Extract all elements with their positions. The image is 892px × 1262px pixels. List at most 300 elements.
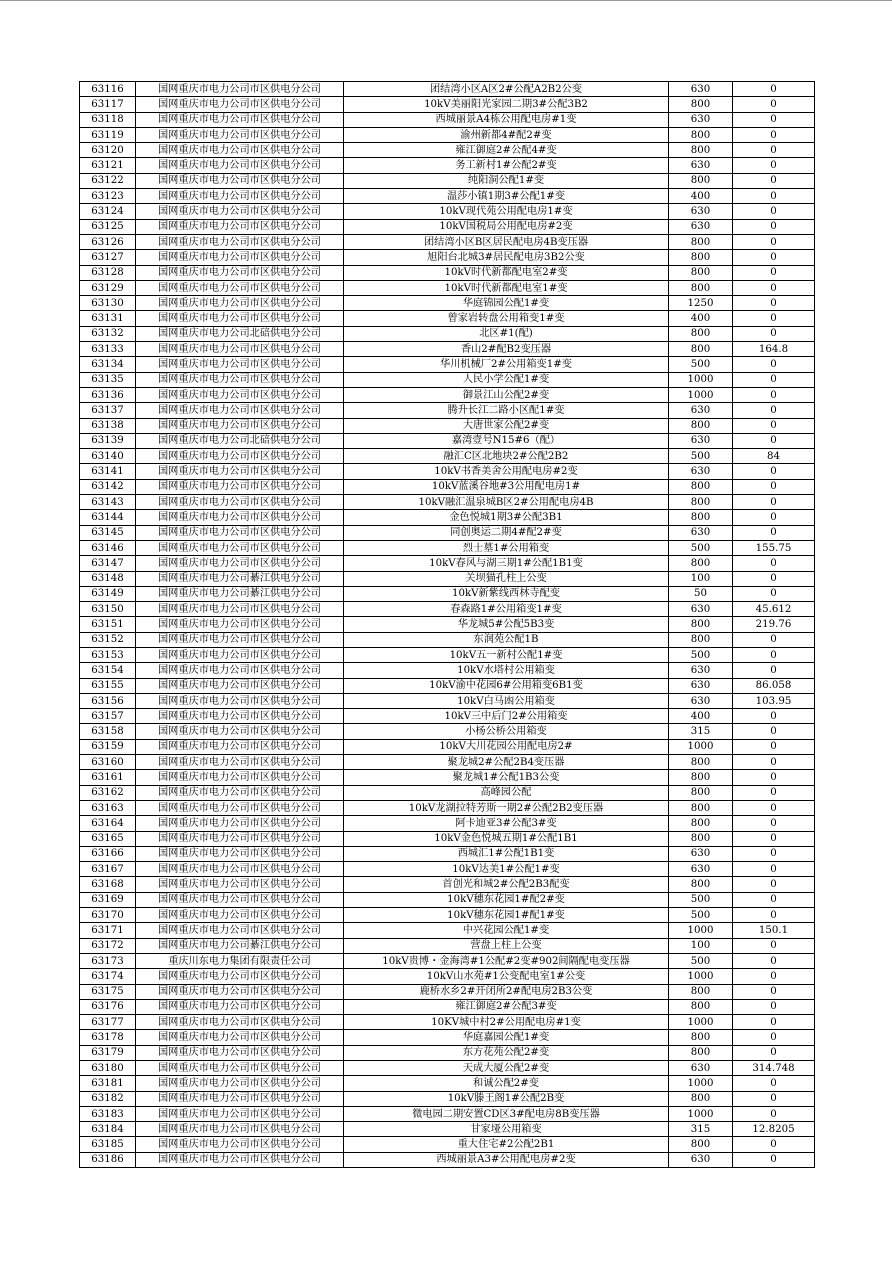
cell-id: 63162 [80,785,136,800]
cell-transformer-name: 金色悦城1期3#公配3B1 [344,510,669,525]
table-row [80,234,815,249]
table-row [80,97,815,112]
cell-capacity: 800 [669,342,733,357]
cell-id: 63166 [80,846,136,861]
cell-value: 0 [733,510,815,525]
table-body [80,82,815,1168]
cell-id: 63176 [80,999,136,1014]
cell-id: 63147 [80,556,136,571]
cell-id: 63161 [80,770,136,785]
cell-value: 0 [733,280,815,295]
cell-capacity: 1000 [669,1076,733,1091]
cell-value: 0 [733,372,815,387]
cell-company: 国网重庆市电力公司市区供电分公司 [136,969,344,984]
cell-value: 12.8205 [733,1122,815,1137]
cell-id: 63132 [80,326,136,341]
cell-company: 国网重庆市电力公司綦江供电分公司 [136,571,344,586]
cell-company: 重庆川东电力集团有限责任公司 [136,953,344,968]
cell-transformer-name: 融汇C区北地块2#公配2B2 [344,449,669,464]
cell-capacity: 630 [669,219,733,234]
cell-id: 63126 [80,234,136,249]
data-table [79,81,815,1168]
cell-id: 63123 [80,189,136,204]
table-row [80,372,815,387]
cell-capacity: 800 [669,1091,733,1106]
cell-id: 63153 [80,647,136,662]
cell-transformer-name: 10kV三中后门2#公用箱变 [344,709,669,724]
cell-value: 0 [733,495,815,510]
cell-company: 国网重庆市电力公司市区供电分公司 [136,1152,344,1167]
cell-capacity: 500 [669,953,733,968]
cell-value: 0 [733,204,815,219]
cell-transformer-name: 香山2#配B2变压器 [344,342,669,357]
cell-capacity: 500 [669,908,733,923]
cell-value: 0 [733,357,815,372]
cell-value: 0 [733,265,815,280]
cell-id: 63137 [80,403,136,418]
cell-id: 63184 [80,1122,136,1137]
cell-id: 63168 [80,877,136,892]
cell-id: 63158 [80,724,136,739]
cell-transformer-name: 同创奥运二期4#配2#变 [344,525,669,540]
cell-capacity: 800 [669,999,733,1014]
cell-value: 0 [733,112,815,127]
cell-company: 国网重庆市电力公司市区供电分公司 [136,632,344,647]
cell-id: 63165 [80,831,136,846]
table-row [80,1152,815,1167]
cell-transformer-name: 10kV龙湖拉特芳斯一期2#公配2B2变压器 [344,800,669,815]
table-row [80,1122,815,1137]
cell-capacity: 630 [669,678,733,693]
cell-value: 0 [733,234,815,249]
table-row [80,82,815,97]
cell-id: 63174 [80,969,136,984]
cell-capacity: 500 [669,357,733,372]
cell-id: 63124 [80,204,136,219]
cell-id: 63144 [80,510,136,525]
cell-transformer-name: 天成大厦公配2#变 [344,1061,669,1076]
cell-company: 国网重庆市电力公司市区供电分公司 [136,816,344,831]
cell-company: 国网重庆市电力公司市区供电分公司 [136,265,344,280]
cell-capacity: 1000 [669,969,733,984]
cell-transformer-name: 华庭嘉园公配1#变 [344,1030,669,1045]
cell-transformer-name: 温莎小镇1期3#公配1#变 [344,189,669,204]
cell-company: 国网重庆市电力公司市区供电分公司 [136,862,344,877]
cell-value: 0 [733,1152,815,1167]
cell-transformer-name: 首创光和城2#公配2B3配变 [344,877,669,892]
cell-company: 国网重庆市电力公司北碚供电分公司 [136,433,344,448]
cell-capacity: 400 [669,709,733,724]
table-row [80,127,815,142]
cell-id: 63122 [80,173,136,188]
cell-company: 国网重庆市电力公司綦江供电分公司 [136,586,344,601]
cell-id: 63140 [80,449,136,464]
cell-value: 0 [733,908,815,923]
table-row [80,1061,815,1076]
table-row [80,495,815,510]
cell-id: 63149 [80,586,136,601]
table-row [80,510,815,525]
cell-transformer-name: 东方花苑公配2#变 [344,1045,669,1060]
cell-capacity: 800 [669,326,733,341]
cell-company: 国网重庆市电力公司市区供电分公司 [136,143,344,158]
cell-capacity: 400 [669,189,733,204]
cell-capacity: 630 [669,464,733,479]
table-row [80,678,815,693]
cell-value: 0 [733,663,815,678]
cell-capacity: 630 [669,1152,733,1167]
table-row [80,877,815,892]
cell-capacity: 630 [669,525,733,540]
cell-capacity: 800 [669,800,733,815]
cell-transformer-name: 聚龙城2#公配2B4变压器 [344,755,669,770]
cell-id: 63171 [80,923,136,938]
cell-capacity: 500 [669,540,733,555]
cell-company: 国网重庆市电力公司市区供电分公司 [136,770,344,785]
cell-id: 63136 [80,387,136,402]
cell-transformer-name: 腾升长江二路小区配1#变 [344,403,669,418]
cell-capacity: 1000 [669,923,733,938]
cell-value: 0 [733,479,815,494]
cell-value: 0 [733,846,815,861]
cell-transformer-name: 务工新村1#公配2#变 [344,158,669,173]
cell-company: 国网重庆市电力公司市区供电分公司 [136,250,344,265]
cell-transformer-name: 人民小学公配1#变 [344,372,669,387]
table-row [80,342,815,357]
cell-capacity: 630 [669,158,733,173]
cell-capacity: 100 [669,571,733,586]
cell-value: 0 [733,938,815,953]
cell-value: 0 [733,219,815,234]
cell-capacity: 800 [669,632,733,647]
table-row [80,1030,815,1045]
cell-company: 国网重庆市电力公司市区供电分公司 [136,709,344,724]
cell-value: 0 [733,326,815,341]
cell-transformer-name: 中兴花园公配1#变 [344,923,669,938]
table-row [80,143,815,158]
cell-transformer-name: 10kV金色悦城五期1#公配1B1 [344,831,669,846]
cell-capacity: 800 [669,816,733,831]
cell-value: 86.058 [733,678,815,693]
cell-id: 63143 [80,495,136,510]
table-row [80,403,815,418]
cell-id: 63186 [80,1152,136,1167]
cell-company: 国网重庆市电力公司市区供电分公司 [136,464,344,479]
cell-capacity: 800 [669,1045,733,1060]
table-row [80,693,815,708]
cell-value: 0 [733,1137,815,1152]
cell-company: 国网重庆市电力公司北碚供电分公司 [136,326,344,341]
cell-transformer-name: 大唐世家公配2#变 [344,418,669,433]
cell-company: 国网重庆市电力公司市区供电分公司 [136,663,344,678]
table-row [80,1076,815,1091]
cell-value: 0 [733,250,815,265]
cell-capacity: 800 [669,556,733,571]
table-row [80,984,815,999]
cell-capacity: 1000 [669,372,733,387]
cell-id: 63156 [80,693,136,708]
table-row [80,586,815,601]
cell-value: 103.95 [733,693,815,708]
cell-id: 63121 [80,158,136,173]
cell-value: 0 [733,755,815,770]
cell-value: 0 [733,525,815,540]
cell-id: 63127 [80,250,136,265]
table-row [80,663,815,678]
cell-transformer-name: 烈士墓1#公用箱变 [344,540,669,555]
cell-company: 国网重庆市电力公司市区供电分公司 [136,984,344,999]
cell-id: 63181 [80,1076,136,1091]
cell-company: 国网重庆市电力公司市区供电分公司 [136,495,344,510]
cell-capacity: 500 [669,892,733,907]
cell-capacity: 1000 [669,387,733,402]
cell-value: 0 [733,143,815,158]
cell-transformer-name: 旭阳台北城3#居民配电房3B2公变 [344,250,669,265]
table-row [80,387,815,402]
cell-company: 国网重庆市电力公司市区供电分公司 [136,158,344,173]
cell-company: 国网重庆市电力公司市区供电分公司 [136,846,344,861]
cell-transformer-name: 雍江御庭2#公配4#变 [344,143,669,158]
cell-value: 150.1 [733,923,815,938]
cell-value: 0 [733,1045,815,1060]
cell-id: 63175 [80,984,136,999]
cell-company: 国网重庆市电力公司市区供电分公司 [136,831,344,846]
cell-transformer-name: 纯阳洞公配1#变 [344,173,669,188]
cell-company: 国网重庆市电力公司市区供电分公司 [136,908,344,923]
cell-company: 国网重庆市电力公司市区供电分公司 [136,357,344,372]
cell-company: 国网重庆市电力公司市区供电分公司 [136,785,344,800]
cell-company: 国网重庆市电力公司市区供电分公司 [136,923,344,938]
cell-id: 63154 [80,663,136,678]
cell-transformer-name: 团结湾小区A区2#公配A2B2公变 [344,82,669,97]
cell-capacity: 1000 [669,1015,733,1030]
cell-transformer-name: 营盘上柱上公变 [344,938,669,953]
cell-transformer-name: 10kV白马凼公用箱变 [344,693,669,708]
table-row [80,571,815,586]
cell-company: 国网重庆市电力公司市区供电分公司 [136,342,344,357]
cell-transformer-name: 雍江御庭2#公配3#变 [344,999,669,1014]
cell-capacity: 800 [669,1137,733,1152]
cell-capacity: 630 [669,862,733,877]
cell-company: 国网重庆市电力公司市区供电分公司 [136,602,344,617]
cell-company: 国网重庆市电力公司市区供电分公司 [136,1091,344,1106]
table-row [80,1106,815,1121]
cell-company: 国网重庆市电力公司市区供电分公司 [136,127,344,142]
cell-value: 0 [733,770,815,785]
cell-value: 0 [733,647,815,662]
cell-transformer-name: 聚龙城1#公配1B3公变 [344,770,669,785]
cell-id: 63139 [80,433,136,448]
cell-id: 63119 [80,127,136,142]
table-row [80,479,815,494]
cell-company: 国网重庆市电力公司市区供电分公司 [136,418,344,433]
cell-id: 63160 [80,755,136,770]
table-row [80,969,815,984]
cell-transformer-name: 华川机械厂2#公用箱变1#变 [344,357,669,372]
table-row [80,158,815,173]
cell-id: 63120 [80,143,136,158]
cell-id: 63130 [80,296,136,311]
cell-capacity: 800 [669,1030,733,1045]
cell-value: 0 [733,892,815,907]
cell-capacity: 630 [669,602,733,617]
table-row [80,770,815,785]
table-row [80,449,815,464]
cell-id: 63164 [80,816,136,831]
cell-value: 0 [733,862,815,877]
cell-id: 63146 [80,540,136,555]
cell-capacity: 315 [669,724,733,739]
cell-transformer-name: 微电园二期安置CD区3#配电房8B变压器 [344,1106,669,1121]
cell-value: 0 [733,984,815,999]
cell-id: 63178 [80,1030,136,1045]
cell-capacity: 800 [669,770,733,785]
cell-transformer-name: 10kV融汇温泉城B区2#公用配电房4B [344,495,669,510]
cell-transformer-name: 团结湾小区B区居民配电房4B变压器 [344,234,669,249]
cell-capacity: 100 [669,938,733,953]
cell-transformer-name: 10kV大川花园公用配电房2# [344,739,669,754]
cell-company: 国网重庆市电力公司市区供电分公司 [136,449,344,464]
cell-capacity: 630 [669,82,733,97]
cell-transformer-name: 10kV渝中花园6#公用箱变6B1变 [344,678,669,693]
cell-company: 国网重庆市电力公司市区供电分公司 [136,1122,344,1137]
table-row [80,724,815,739]
cell-value: 0 [733,724,815,739]
cell-id: 63163 [80,800,136,815]
cell-id: 63128 [80,265,136,280]
cell-capacity: 800 [669,127,733,142]
cell-company: 国网重庆市电力公司市区供电分公司 [136,724,344,739]
cell-id: 63150 [80,602,136,617]
cell-id: 63117 [80,97,136,112]
cell-capacity: 800 [669,877,733,892]
table-row [80,908,815,923]
table-row [80,862,815,877]
cell-company: 国网重庆市电力公司市区供电分公司 [136,112,344,127]
cell-capacity: 800 [669,234,733,249]
cell-id: 63172 [80,938,136,953]
cell-capacity: 1250 [669,296,733,311]
cell-id: 63148 [80,571,136,586]
table-row [80,709,815,724]
cell-company: 国网重庆市电力公司市区供电分公司 [136,1076,344,1091]
cell-id: 63179 [80,1045,136,1060]
cell-capacity: 800 [669,250,733,265]
cell-id: 63134 [80,357,136,372]
cell-transformer-name: 阿卡迪亚3#公配3#变 [344,816,669,831]
cell-value: 0 [733,739,815,754]
cell-transformer-name: 10kV时代新都配电室2#变 [344,265,669,280]
cell-value: 84 [733,449,815,464]
cell-transformer-name: 10kV五一新村公配1#变 [344,647,669,662]
cell-value: 0 [733,1076,815,1091]
cell-capacity: 630 [669,403,733,418]
table-row [80,296,815,311]
cell-id: 63116 [80,82,136,97]
cell-value: 0 [733,877,815,892]
cell-id: 63142 [80,479,136,494]
cell-id: 63131 [80,311,136,326]
table-row [80,816,815,831]
table-row [80,418,815,433]
table-row [80,785,815,800]
cell-value: 0 [733,82,815,97]
cell-transformer-name: 御景江山公配2#变 [344,387,669,402]
cell-value: 0 [733,127,815,142]
cell-company: 国网重庆市电力公司市区供电分公司 [136,556,344,571]
cell-transformer-name: 10kV滕王阁1#公配2B变 [344,1091,669,1106]
cell-transformer-name: 华龙城5#公配5B3变 [344,617,669,632]
cell-value: 0 [733,953,815,968]
cell-transformer-name: 关坝猫孔柱上公变 [344,571,669,586]
table-row [80,1045,815,1060]
cell-capacity: 800 [669,785,733,800]
cell-transformer-name: 10kV书香美舍公用配电房#2变 [344,464,669,479]
cell-transformer-name: 10kV时代新都配电室1#变 [344,280,669,295]
cell-capacity: 315 [669,1122,733,1137]
table-row [80,647,815,662]
table-row [80,892,815,907]
cell-capacity: 800 [669,143,733,158]
cell-transformer-name: 嘉湾壹号N15#6（配） [344,433,669,448]
table-row [80,189,815,204]
cell-company: 国网重庆市电力公司市区供电分公司 [136,219,344,234]
cell-transformer-name: 春森路1#公用箱变1#变 [344,602,669,617]
cell-company: 国网重庆市电力公司市区供电分公司 [136,647,344,662]
cell-id: 63135 [80,372,136,387]
cell-id: 63155 [80,678,136,693]
table-row [80,250,815,265]
cell-value: 0 [733,158,815,173]
cell-id: 63180 [80,1061,136,1076]
cell-company: 国网重庆市电力公司市区供电分公司 [136,372,344,387]
cell-value: 0 [733,189,815,204]
cell-transformer-name: 10kV现代苑公用配电房1#变 [344,204,669,219]
cell-value: 0 [733,816,815,831]
cell-company: 国网重庆市电力公司市区供电分公司 [136,877,344,892]
cell-transformer-name: 甘家垭公用箱变 [344,1122,669,1137]
cell-transformer-name: 10kV水塔村公用箱变 [344,663,669,678]
table-row [80,540,815,555]
cell-value: 0 [733,173,815,188]
cell-id: 63173 [80,953,136,968]
cell-value: 0 [733,571,815,586]
cell-company: 国网重庆市电力公司市区供电分公司 [136,800,344,815]
cell-company: 国网重庆市电力公司市区供电分公司 [136,739,344,754]
cell-capacity: 800 [669,755,733,770]
cell-value: 0 [733,311,815,326]
cell-transformer-name: 鹿桥水乡2#开闭所2#配电房2B3公变 [344,984,669,999]
table-row [80,219,815,234]
cell-company: 国网重庆市电力公司市区供电分公司 [136,540,344,555]
cell-transformer-name: 10kV春风与湖三期1#公配1B1变 [344,556,669,571]
table-row [80,953,815,968]
cell-transformer-name: 10kV蓝溪谷地#3公用配电房1# [344,479,669,494]
cell-transformer-name: 10kV穗东花园1#配2#变 [344,892,669,907]
cell-value: 0 [733,418,815,433]
cell-value: 0 [733,387,815,402]
cell-id: 63182 [80,1091,136,1106]
cell-transformer-name: 10KV城中村2#公用配电房#1变 [344,1015,669,1030]
cell-company: 国网重庆市电力公司市区供电分公司 [136,1015,344,1030]
cell-value: 0 [733,969,815,984]
cell-company: 国网重庆市电力公司市区供电分公司 [136,403,344,418]
cell-transformer-name: 和诚公配2#变 [344,1076,669,1091]
cell-value: 155.75 [733,540,815,555]
cell-transformer-name: 高峰园公配 [344,785,669,800]
cell-transformer-name: 10kV穗东花园1#配1#变 [344,908,669,923]
table-row [80,173,815,188]
